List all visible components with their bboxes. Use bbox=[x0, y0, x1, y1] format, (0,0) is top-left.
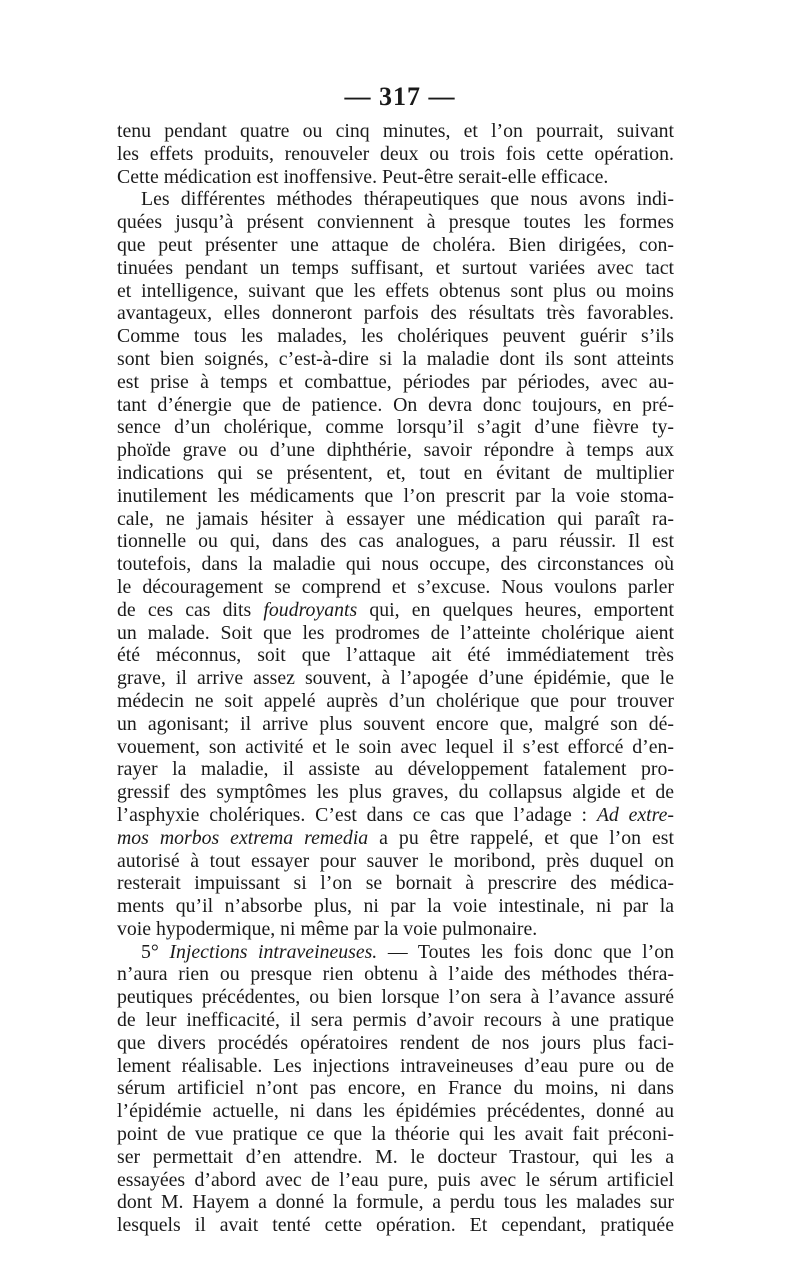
text-line bbox=[117, 827, 674, 850]
page-number: — 317 — bbox=[344, 82, 456, 111]
text-line: que peut présenter une attaque de choléra. Bien dirigées, con- bbox=[117, 233, 674, 256]
text-line: sont bien soignés, c’est-à-dire si la maladie dont ils sont atteints bbox=[117, 347, 674, 370]
text-line: cale, ne jamais hésiter à essayer une médication qui paraît ra- bbox=[117, 507, 674, 530]
body-text bbox=[117, 120, 674, 1237]
text-line: que divers procédés opératoires rendent de nos jours plus faci- bbox=[117, 1031, 674, 1054]
text-line: sérum artificiel n’ont pas encore, en France du moins, ni dans bbox=[117, 1077, 674, 1100]
text-line: un malade. Soit que les prodromes de l’atteinte cholérique aient bbox=[117, 621, 674, 644]
text-line: Les différentes méthodes thérapeutiques que nous avons indi- bbox=[141, 188, 674, 211]
text-run: l’asphyxie cholériques. C’est dans ce cas que l’adage : bbox=[117, 803, 597, 826]
text-line bbox=[117, 941, 674, 964]
text-line: rayer la maladie, il assiste au développement fatalement pro- bbox=[117, 758, 674, 781]
text-line: inutilement les médicaments que l’on prescrit par la voie stoma- bbox=[117, 484, 674, 507]
text-line: les effets produits, renouveler deux ou trois fois cette opération. bbox=[117, 142, 674, 165]
text-line: le découragement se comprend et s’excuse. Nous voulons parler bbox=[117, 575, 674, 598]
text-line: toutefois, dans la maladie qui nous occupe, des circonstances où bbox=[117, 553, 674, 576]
text-run: 5° bbox=[141, 940, 170, 963]
text-line: lesquels il avait tenté cette opération. Et cependant, pratiquée bbox=[117, 1214, 674, 1237]
text-line bbox=[117, 804, 674, 827]
text-line: voie hypodermique, ni même par la voie pulmonaire. bbox=[117, 917, 538, 940]
text-line: grave, il arrive assez souvent, à l’apogée d’une épidémie, que le bbox=[117, 667, 674, 690]
text-line: ments qu’il n’absorbe plus, ni par la voie intestinale, ni par la bbox=[117, 895, 674, 918]
text-line: Comme tous les malades, les cholériques peuvent guérir s’ils bbox=[117, 325, 674, 348]
text-line: l’épidémie actuelle, ni dans les épidémies précédentes, donné au bbox=[117, 1100, 674, 1123]
text-line: tenu pendant quatre ou cinq minutes, et l’on pourrait, suivant bbox=[117, 120, 674, 142]
text-line: peutiques précédentes, ou bien lorsque l’on sera à l’avance assuré bbox=[117, 986, 674, 1009]
text-line: dont M. Hayem a donné la formule, a perdu tous les malades sur bbox=[117, 1191, 674, 1214]
text-line: vouement, son activité et le soin avec lequel il s’est efforcé d’en- bbox=[117, 735, 674, 758]
text-line: resterait impuissant si l’on se bornait à prescrire des médica- bbox=[117, 872, 674, 895]
text-line: un agonisant; il arrive plus souvent encore que, malgré son dé- bbox=[117, 712, 674, 735]
text-line: autorisé à tout essayer pour sauver le moribond, près duquel on bbox=[117, 849, 674, 872]
text-run: a pu être rappelé, et que l’on est bbox=[368, 826, 674, 849]
text-line: été méconnus, soit que l’attaque ait été immédiatement très bbox=[117, 644, 674, 667]
text-line: n’aura rien ou presque rien obtenu à l’aide des méthodes théra- bbox=[117, 963, 674, 986]
text-line: de leur inefficacité, il sera permis d’avoir recours à une pratique bbox=[117, 1009, 674, 1032]
text-line: tant d’énergie que de patience. On devra donc toujours, en pré- bbox=[117, 393, 674, 416]
text-line: avantageux, elles donneront parfois des résultats très favorables. bbox=[117, 302, 674, 325]
italic-text-run: mos morbos extrema remedia bbox=[117, 826, 369, 849]
italic-text-run: Injections intraveineuses. bbox=[169, 940, 378, 963]
text-line: tionnelle ou qui, dans des cas analogues, a paru réussir. Il est bbox=[117, 530, 674, 553]
text-run: — Toutes les fois donc que l’on bbox=[377, 940, 674, 963]
italic-text-run: Ad extre- bbox=[596, 803, 675, 826]
text-line: tinuées pendant un temps suffisant, et surtout variées avec tact bbox=[117, 256, 674, 279]
text-line: est prise à temps et combattue, périodes par périodes, avec au- bbox=[117, 370, 674, 393]
text-line: quées jusqu’à présent conviennent à presque toutes les formes bbox=[117, 211, 674, 234]
italic-text-run: foudroyants bbox=[263, 598, 358, 621]
text-line: médecin ne soit appelé auprès d’un cholérique que pour trouver bbox=[117, 689, 674, 712]
text-line: lement réalisable. Les injections intraveineuses d’eau pure ou de bbox=[117, 1054, 674, 1077]
text-line: essayées d’abord avec de l’eau pure, puis avec le sérum artificiel bbox=[117, 1168, 674, 1191]
text-line: gressif des symptômes les plus graves, du collapsus algide et de bbox=[117, 781, 674, 804]
text-line: ser permettait d’en attendre. M. le docteur Trastour, qui les a bbox=[117, 1145, 674, 1168]
text-line: Cette médication est inoffensive. Peut-être serait-elle efficace. bbox=[117, 165, 609, 188]
text-run: qui, en quelques heures, emportent bbox=[357, 598, 674, 621]
text-line: phoïde grave ou d’une diphthérie, savoir répondre à temps aux bbox=[117, 439, 674, 462]
text-run: de ces cas dits bbox=[117, 598, 264, 621]
text-line: point de vue pratique ce que la théorie qui les avait fait préconi- bbox=[117, 1123, 674, 1146]
text-line: sence d’un cholérique, comme lorsqu’il s’agit d’une fièvre ty- bbox=[117, 416, 674, 439]
text-line: et intelligence, suivant que les effets obtenus sont plus ou moins bbox=[117, 279, 674, 302]
text-line: indications qui se présentent, et, tout en évitant de multiplier bbox=[117, 461, 674, 484]
text-line bbox=[117, 599, 674, 622]
